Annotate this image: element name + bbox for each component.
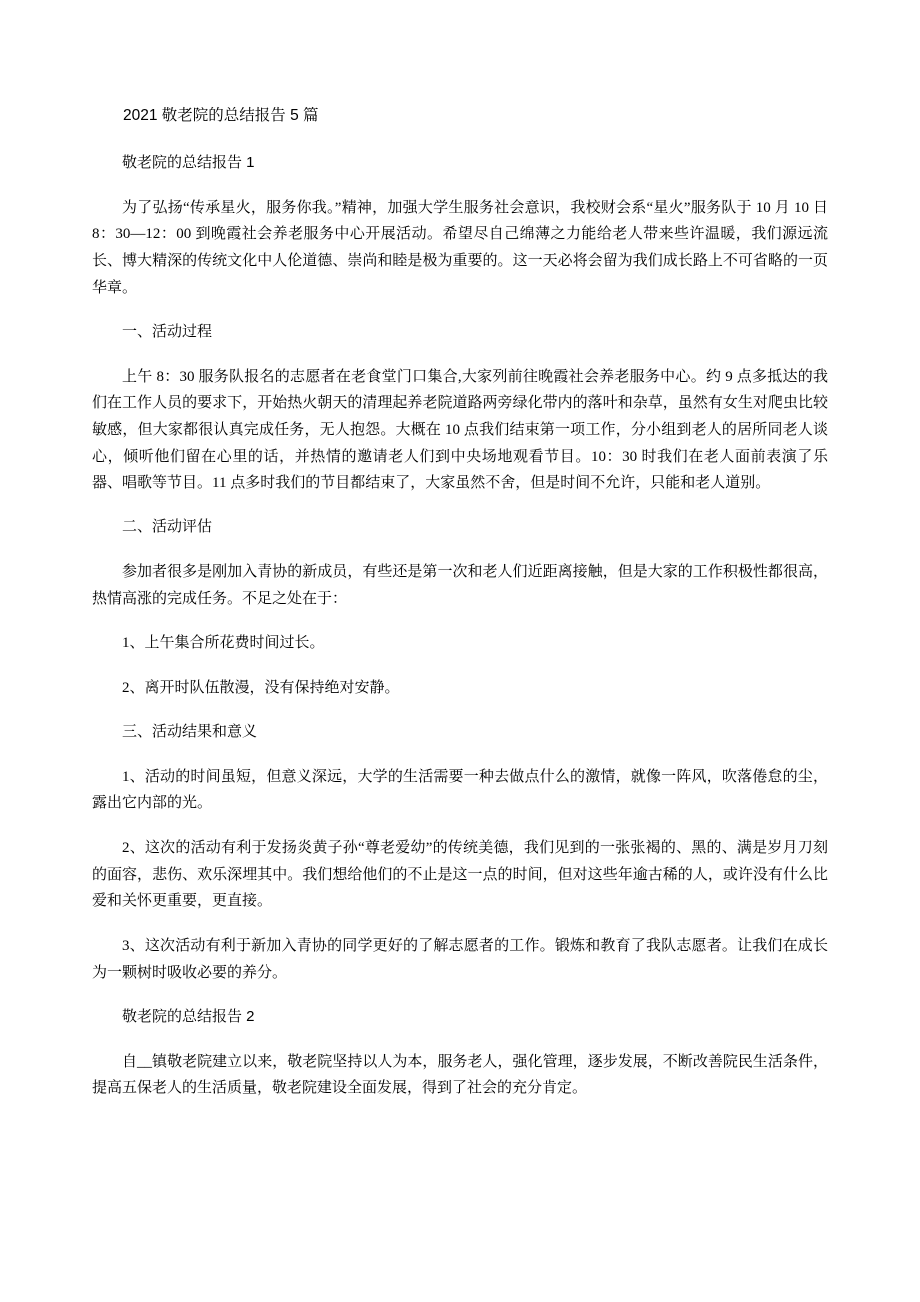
document-body <box>92 151 828 1102</box>
paragraph: 为了弘扬“传承星火，服务你我。”精神，加强大学生服务社会意识，我校财会系“星火”服务队于 10 月 10 日 8：30—12：00 到晚霞社会养老服务中心开展活动。希望尽自己绵薄之力能给老人带来些许温暖，我们源远流长、博大精深的传统文化中人伦道德、崇尚和睦是极为重要的。这一天必将会留为我们成长路上不可省略的一页华章。 <box>92 199 828 296</box>
section-heading: 三、活动结果和意义 <box>122 722 258 740</box>
paragraph: 3、这次活动有利于新加入青协的同学更好的了解志愿者的工作。锻炼和教育了我队志愿者。让我们在成长为一颗树时吸收必要的养分。 <box>92 938 828 981</box>
section-heading: 一、活动过程 <box>122 322 213 340</box>
paragraph: 1、活动的时间虽短，但意义深远，大学的生活需要一种去做点什么的激情，就像一阵风，吹落倦怠的尘，露出它内部的光。 <box>92 768 828 812</box>
section-heading: 二、活动评估 <box>122 517 213 535</box>
paragraph: 参加者很多是刚加入青协的新成员，有些还是第一次和老人们近距离接触，但是大家的工作积极性都很高，热情高涨的完成任务。不足之处在于： <box>92 563 828 607</box>
section-heading: 敬老院的总结报告 2 <box>122 1007 255 1025</box>
section-heading: 敬老院的总结报告 1 <box>122 153 255 171</box>
paragraph: 2、这次的活动有利于发扬炎黄子孙“尊老爱幼”的传统美德，我们见到的一张张褐的、黑的、满是岁月刀刻的面容，悲伤、欢乐深埋其中。我们想给他们的不止是这一点的时间，但对这些年逾古稀的人，或许没有什么比爱和关怀更重要，更直接。 <box>92 840 828 910</box>
paragraph: 2、离开时队伍散漫，没有保持绝对安静。 <box>122 680 400 697</box>
page-title: 2021 敬老院的总结报告 5 篇 <box>123 107 319 124</box>
paragraph: 1、上午集合所花费时间过长。 <box>122 635 325 652</box>
paragraph: 自__镇敬老院建立以来，敬老院坚持以人为本，服务老人，强化管理，逐步发展，不断改善院民生活条件，提高五保老人的生活质量，敬老院建设全面发展，得到了社会的充分肯定。 <box>92 1053 828 1097</box>
paragraph: 上午 8：30 服务队报名的志愿者在老食堂门口集合,大家列前往晚霞社会养老服务中心。约 9 点多抵达的我们在工作人员的要求下，开始热火朝天的清理起养老院道路两旁绿化带内的落叶和杂草，虽然有女生对爬虫比较敏感，但大家都很认真完成任务，无人抱怨。大概在 10 点我们结束第一项工作，分小组到老人的居所同老人谈心，倾听他们留在心里的话，并热情的邀请老人们到中央场地观看节目。10：30 时我们在老人面前表演了乐器、唱歌等节目。11 点多时我们的节目都结束了，大家虽然不舍，但是时间不允许，只能和老人道别。 <box>92 368 828 492</box>
